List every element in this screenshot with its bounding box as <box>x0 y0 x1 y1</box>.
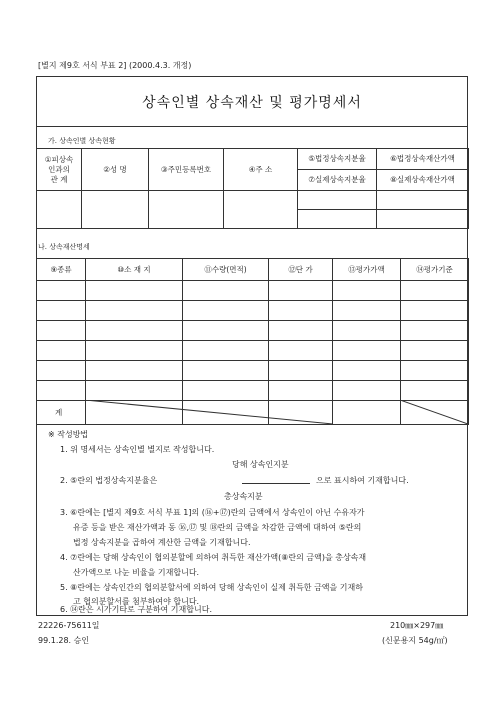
note-3-line-3: 법정 상속지분을 곱하여 계산한 금액을 기재합니다. <box>73 538 251 547</box>
total-row-strike <box>85 400 333 424</box>
asset-cell[interactable] <box>333 341 401 361</box>
asset-cell[interactable] <box>401 361 469 381</box>
col-name-header: ②성 명 <box>82 149 149 191</box>
asset-cell[interactable] <box>401 341 469 361</box>
col-location-header: ⑩소 재 지 <box>86 259 183 281</box>
asset-cell[interactable] <box>37 321 86 341</box>
asset-cell[interactable] <box>37 301 86 321</box>
col-legal-share-header: ⑤법정상속지분율 <box>298 149 377 170</box>
heir-cell[interactable] <box>298 191 377 210</box>
heir-cell[interactable] <box>224 191 298 229</box>
notes-divider <box>36 424 468 425</box>
asset-cell[interactable] <box>333 361 401 381</box>
footer-form-number: 22226-75611일 <box>38 621 100 630</box>
asset-cell[interactable] <box>333 321 401 341</box>
heir-cell[interactable] <box>149 191 224 229</box>
col-actual-share-header: ⑦실제상속지분율 <box>298 170 377 191</box>
asset-cell[interactable] <box>183 381 269 401</box>
col-relation-header: ①피상속 인과의 관 계 <box>37 149 82 191</box>
col-legal-value-header: ⑥법정상속재산가액 <box>377 149 469 170</box>
asset-cell[interactable] <box>86 301 183 321</box>
col-value-header: ⑬평가가액 <box>333 259 401 281</box>
asset-cell[interactable] <box>86 361 183 381</box>
note-2-denominator: 총상속지분 <box>224 492 263 501</box>
heir-cell[interactable] <box>377 210 469 229</box>
notes-heading: ※ 작성방법 <box>48 430 89 439</box>
footer-approval: 99.1.28. 승인 <box>38 636 90 645</box>
document-title: 상속인별 상속재산 및 평가명세서 <box>142 95 362 111</box>
asset-cell[interactable] <box>183 361 269 381</box>
asset-cell[interactable] <box>401 321 469 341</box>
asset-cell[interactable] <box>401 281 469 301</box>
heir-cell[interactable] <box>298 210 377 229</box>
col-unit-price-header: ⑫단 가 <box>269 259 333 281</box>
asset-cell[interactable] <box>269 321 333 341</box>
note-2-numerator: 당해 상속인지분 <box>232 460 289 469</box>
note-4-line-1: 4. ⑦란에는 당해 상속인이 협의분할에 의하여 취득한 재산가액(⑧란의 금액)을 총상속재 <box>60 553 367 562</box>
col-quantity-header: ⑪수량(면적) <box>183 259 269 281</box>
note-5-line-1: 5. ⑧란에는 상속인간의 협의분할서에 의하여 당해 상속인이 실제 취득한 금액을 기재하 <box>60 583 363 592</box>
col-id-header: ③주민등록번호 <box>149 149 224 191</box>
asset-cell[interactable] <box>269 381 333 401</box>
form-reference: [별지 제9호 서식 부표 2] (2000.4.3. 개정) <box>38 61 192 70</box>
heir-cell[interactable] <box>377 191 469 210</box>
asset-cell[interactable] <box>183 281 269 301</box>
asset-cell[interactable] <box>37 361 86 381</box>
asset-cell[interactable] <box>269 301 333 321</box>
asset-cell[interactable] <box>86 321 183 341</box>
heir-cell[interactable] <box>82 191 149 229</box>
total-basis-strike <box>400 400 468 424</box>
note-4-line-2: 산가액으로 나눈 비율을 기재합니다. <box>73 568 200 577</box>
asset-cell[interactable] <box>333 381 401 401</box>
asset-cell[interactable] <box>183 301 269 321</box>
col-actual-value-header: ⑧실제상속재산가액 <box>377 170 469 191</box>
asset-cell[interactable] <box>37 281 86 301</box>
asset-cell[interactable] <box>269 341 333 361</box>
col-address-header: ④주 소 <box>224 149 298 191</box>
note-1: 1. 위 명세서는 상속인별 별지로 작성합니다. <box>60 445 215 454</box>
col-basis-header: ⑭평가기준 <box>401 259 469 281</box>
asset-cell[interactable] <box>269 361 333 381</box>
asset-cell[interactable] <box>37 341 86 361</box>
note-3-line-1: 3. ⑥란에는 [별지 제9호 서식 부표 1]의 (⑯+⑰)란의 금액에서 상속인이 아닌 수유자가 <box>60 508 365 517</box>
total-value-cell[interactable] <box>333 401 401 425</box>
asset-cell[interactable] <box>269 281 333 301</box>
asset-cell[interactable] <box>86 281 183 301</box>
fraction-bar <box>242 483 310 484</box>
section-b-label: 나. 상속재산명세 <box>38 243 90 251</box>
note-2-text: 2. ⑤란의 법정상속지분율은 <box>60 476 158 485</box>
note-3-line-2: 유증 등을 받은 재산가액과 동 ⑯,⑰ 및 ⑱란의 금액을 차감한 금액에 대하여 ⑤란의 <box>73 523 362 532</box>
footer-paper-type: (신문용지 54g/㎡) <box>382 636 448 645</box>
heir-cell[interactable] <box>37 191 82 229</box>
asset-cell[interactable] <box>333 301 401 321</box>
asset-cell[interactable] <box>401 301 469 321</box>
asset-cell[interactable] <box>86 381 183 401</box>
note-5-line-2: 고 협의분할서를 첨부하여야 합니다. <box>73 597 200 606</box>
asset-cell[interactable] <box>37 381 86 401</box>
footer-paper-size: 210㎜×297㎜ <box>390 621 444 630</box>
section-a-label: 가. 상속인별 상속현황 <box>48 137 116 145</box>
asset-cell[interactable] <box>86 341 183 361</box>
asset-cell[interactable] <box>401 381 469 401</box>
total-label: 계 <box>37 401 86 425</box>
asset-cell[interactable] <box>183 321 269 341</box>
asset-cell[interactable] <box>333 281 401 301</box>
asset-cell[interactable] <box>183 341 269 361</box>
heirs-table <box>36 148 469 229</box>
col-type-header: ⑨종류 <box>37 259 86 281</box>
title-divider <box>36 126 468 127</box>
note-2-tail: 으로 표시하여 기재합니다. <box>316 476 409 485</box>
note-6: 6. ⑭란은 시가기타로 구분하여 기재합니다. <box>60 605 212 614</box>
